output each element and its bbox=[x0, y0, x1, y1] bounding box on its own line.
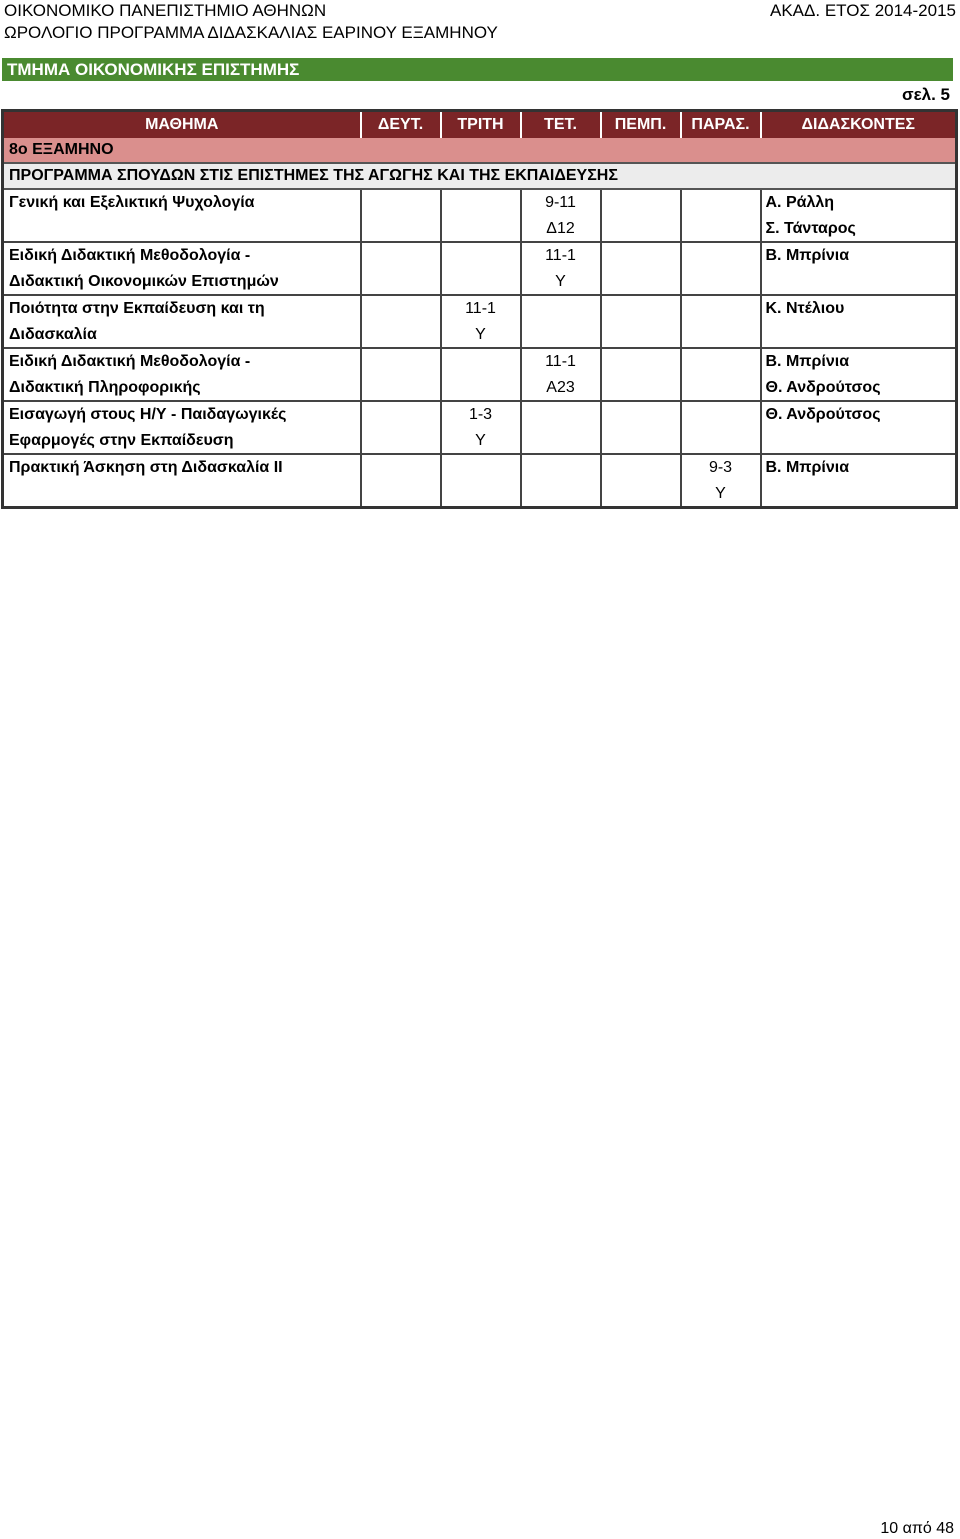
slot-tuesday bbox=[441, 454, 521, 508]
slot-tuesday-line bbox=[442, 375, 520, 401]
department-banner: ΤΜΗΜΑ ΟΙΚΟΝΟΜΙΚΗΣ ΕΠΙΣΤΗΜΗΣ bbox=[2, 58, 953, 81]
slot-thursday-line bbox=[602, 375, 680, 401]
slot-friday-line bbox=[682, 216, 760, 242]
slot-monday-line bbox=[362, 428, 440, 454]
course-instructors-line: Β. Μπρίνια bbox=[765, 353, 850, 370]
course-name-line: Εφαρμογές στην Εκπαίδευση bbox=[9, 431, 234, 449]
column-header-tuesday: ΤΡΙΤΗ bbox=[441, 111, 521, 139]
slot-wednesday-line bbox=[522, 402, 600, 428]
course-name-line: Διδασκαλία bbox=[9, 325, 97, 343]
slot-monday bbox=[361, 242, 441, 295]
slot-wednesday bbox=[521, 348, 601, 401]
slot-tuesday-line: Υ bbox=[475, 325, 486, 343]
slot-thursday bbox=[601, 401, 681, 454]
slot-wednesday-line bbox=[522, 481, 600, 507]
slot-friday bbox=[681, 348, 761, 401]
slot-thursday bbox=[601, 295, 681, 348]
course-instructors-line bbox=[766, 481, 956, 507]
slot-tuesday-line bbox=[442, 216, 520, 242]
course-name-line bbox=[9, 481, 360, 507]
slot-friday-line bbox=[682, 296, 760, 322]
course-instructors bbox=[761, 454, 957, 508]
course-instructors bbox=[761, 401, 957, 454]
slot-thursday-line bbox=[602, 322, 680, 348]
course-row bbox=[3, 454, 957, 508]
slot-thursday-line bbox=[602, 349, 680, 375]
course-row bbox=[3, 242, 957, 295]
slot-friday-line: 9-3 bbox=[708, 459, 733, 476]
slot-tuesday bbox=[441, 189, 521, 242]
course-instructors-line: Β. Μπρίνια bbox=[765, 459, 850, 476]
slot-friday-line bbox=[682, 243, 760, 269]
course-instructors bbox=[761, 242, 957, 295]
slot-wednesday-line bbox=[522, 428, 600, 454]
slot-friday bbox=[681, 454, 761, 508]
course-instructors bbox=[761, 295, 957, 348]
page-counter: 10 από 48 bbox=[880, 1520, 954, 1537]
course-instructors-line: Σ. Τάνταρος bbox=[765, 219, 856, 237]
column-header-friday: ΠΑΡΑΣ. bbox=[681, 111, 761, 139]
schedule-title: ΩΡΟΛΟΓΙΟ ΠΡΟΓΡΑΜΜΑ ΔΙΔΑΣΚΑΛΙΑΣ ΕΑΡΙΝΟΥ ΕΞΑΜΗΝΟΥ bbox=[4, 23, 498, 42]
slot-thursday bbox=[601, 454, 681, 508]
slot-thursday-line bbox=[602, 269, 680, 295]
slot-friday-line bbox=[682, 322, 760, 348]
slot-monday-line bbox=[362, 322, 440, 348]
course-instructors-line: Κ. Ντέλιου bbox=[765, 300, 845, 317]
slot-friday bbox=[681, 189, 761, 242]
slot-monday-line bbox=[362, 455, 440, 481]
slot-monday-line bbox=[362, 481, 440, 507]
slot-monday bbox=[361, 401, 441, 454]
slot-friday-line bbox=[682, 375, 760, 401]
slot-friday-line: Υ bbox=[715, 484, 726, 502]
slot-tuesday-line bbox=[442, 269, 520, 295]
slot-thursday bbox=[601, 348, 681, 401]
semester-row bbox=[3, 138, 957, 163]
slot-wednesday-line bbox=[522, 296, 600, 322]
course-name-line: Εισαγωγή στους Η/Υ - Παιδαγωγικές bbox=[9, 406, 287, 423]
slot-tuesday bbox=[441, 242, 521, 295]
semester-label: 8ο ΕΞΑΜΗΝΟ bbox=[3, 138, 957, 163]
page-label: σελ. 5 bbox=[901, 85, 950, 104]
column-header-wednesday: ΤΕΤ. bbox=[521, 111, 601, 139]
column-header-thursday: ΠΕΜΠ. bbox=[601, 111, 681, 139]
course-row bbox=[3, 348, 957, 401]
course-name bbox=[3, 454, 361, 508]
slot-tuesday bbox=[441, 348, 521, 401]
slot-monday-line bbox=[362, 296, 440, 322]
course-name-line: Ειδική Διδακτική Μεθοδολογία - bbox=[9, 247, 251, 264]
schedule-table bbox=[1, 109, 958, 509]
course-instructors-line: Θ. Ανδρούτσος bbox=[765, 406, 881, 423]
slot-tuesday-line bbox=[442, 243, 520, 269]
slot-friday bbox=[681, 295, 761, 348]
column-header-monday: ΔΕΥΤ. bbox=[361, 111, 441, 139]
slot-tuesday-line bbox=[442, 349, 520, 375]
slot-tuesday-line: Υ bbox=[475, 431, 486, 449]
course-instructors bbox=[761, 348, 957, 401]
column-header-instructors: ΔΙΔΑΣΚΟΝΤΕΣ bbox=[761, 111, 957, 139]
slot-thursday bbox=[601, 242, 681, 295]
slot-monday bbox=[361, 189, 441, 242]
slot-tuesday-line bbox=[442, 190, 520, 216]
slot-wednesday-line: Α23 bbox=[546, 378, 575, 396]
course-name-line: Ειδική Διδακτική Μεθοδολογία - bbox=[9, 353, 251, 370]
program-row bbox=[3, 163, 957, 189]
slot-thursday bbox=[601, 189, 681, 242]
slot-wednesday-line: Υ bbox=[555, 272, 566, 290]
slot-friday-line bbox=[682, 349, 760, 375]
course-name-line: Ποιότητα στην Εκπαίδευση και τη bbox=[9, 300, 265, 317]
slot-wednesday bbox=[521, 189, 601, 242]
course-name bbox=[3, 401, 361, 454]
slot-wednesday-line: 9-11 bbox=[545, 194, 576, 211]
course-row bbox=[3, 401, 957, 454]
course-instructors-line: Θ. Ανδρούτσος bbox=[765, 378, 881, 396]
slot-wednesday-line bbox=[522, 322, 600, 348]
slot-tuesday bbox=[441, 295, 521, 348]
slot-wednesday-line: Δ12 bbox=[546, 219, 575, 237]
course-name-line: Πρακτική Άσκηση στη Διδασκαλία ΙΙ bbox=[9, 459, 283, 476]
course-instructors-line bbox=[766, 428, 956, 454]
slot-monday-line bbox=[362, 349, 440, 375]
slot-monday bbox=[361, 295, 441, 348]
slot-friday-line bbox=[682, 402, 760, 428]
slot-wednesday bbox=[521, 454, 601, 508]
course-row bbox=[3, 295, 957, 348]
course-name bbox=[3, 348, 361, 401]
slot-monday bbox=[361, 454, 441, 508]
slot-monday-line bbox=[362, 269, 440, 295]
course-name-line bbox=[9, 216, 360, 242]
course-instructors-line: Α. Ράλλη bbox=[765, 194, 835, 211]
slot-thursday-line bbox=[602, 296, 680, 322]
course-instructors-line bbox=[766, 269, 956, 295]
slot-friday bbox=[681, 242, 761, 295]
course-instructors-line bbox=[766, 322, 956, 348]
program-label: ΠΡΟΓΡΑΜΜΑ ΣΠΟΥΔΩΝ ΣΤΙΣ ΕΠΙΣΤΗΜΕΣ ΤΗΣ ΑΓΩΓΗΣ ΚΑΙ ΤΗΣ ΕΚΠΑΙΔΕΥΣΗΣ bbox=[3, 163, 957, 189]
slot-monday-line bbox=[362, 375, 440, 401]
slot-thursday-line bbox=[602, 243, 680, 269]
slot-wednesday bbox=[521, 242, 601, 295]
slot-monday-line bbox=[362, 402, 440, 428]
slot-friday-line bbox=[682, 190, 760, 216]
slot-wednesday bbox=[521, 295, 601, 348]
slot-friday-line bbox=[682, 269, 760, 295]
slot-monday-line bbox=[362, 243, 440, 269]
course-row bbox=[3, 189, 957, 242]
slot-tuesday-line bbox=[442, 455, 520, 481]
slot-monday-line bbox=[362, 190, 440, 216]
course-name-line: Διδακτική Πληροφορικής bbox=[9, 378, 201, 396]
slot-thursday-line bbox=[602, 402, 680, 428]
course-instructors bbox=[761, 189, 957, 242]
academic-year: ΑΚΑΔ. ΕΤΟΣ 2014-2015 bbox=[770, 1, 956, 20]
slot-wednesday-line: 11-1 bbox=[545, 353, 576, 370]
slot-thursday-line bbox=[602, 481, 680, 507]
column-header-course: ΜΑΘΗΜΑ bbox=[3, 111, 361, 139]
slot-friday bbox=[681, 401, 761, 454]
column-header-row bbox=[3, 111, 957, 139]
slot-tuesday-line: 11-1 bbox=[465, 300, 496, 317]
university-name: ΟΙΚΟΝΟΜΙΚΟ ΠΑΝΕΠΙΣΤΗΜΙΟ ΑΘΗΝΩΝ bbox=[4, 1, 327, 20]
course-name bbox=[3, 295, 361, 348]
slot-thursday-line bbox=[602, 216, 680, 242]
course-name bbox=[3, 242, 361, 295]
slot-wednesday-line bbox=[522, 455, 600, 481]
slot-thursday-line bbox=[602, 190, 680, 216]
slot-tuesday bbox=[441, 401, 521, 454]
slot-wednesday-line: 11-1 bbox=[545, 247, 576, 264]
slot-monday bbox=[361, 348, 441, 401]
course-instructors-line: Β. Μπρίνια bbox=[765, 247, 850, 264]
slot-thursday-line bbox=[602, 428, 680, 454]
slot-tuesday-line bbox=[442, 481, 520, 507]
course-name-line: Γενική και Εξελικτική Ψυχολογία bbox=[9, 194, 255, 211]
slot-thursday-line bbox=[602, 455, 680, 481]
slot-friday-line bbox=[682, 428, 760, 454]
slot-tuesday-line: 1-3 bbox=[468, 406, 493, 423]
course-name-line: Διδακτική Οικονομικών Επιστημών bbox=[9, 272, 279, 290]
course-name bbox=[3, 189, 361, 242]
slot-monday-line bbox=[362, 216, 440, 242]
slot-wednesday bbox=[521, 401, 601, 454]
